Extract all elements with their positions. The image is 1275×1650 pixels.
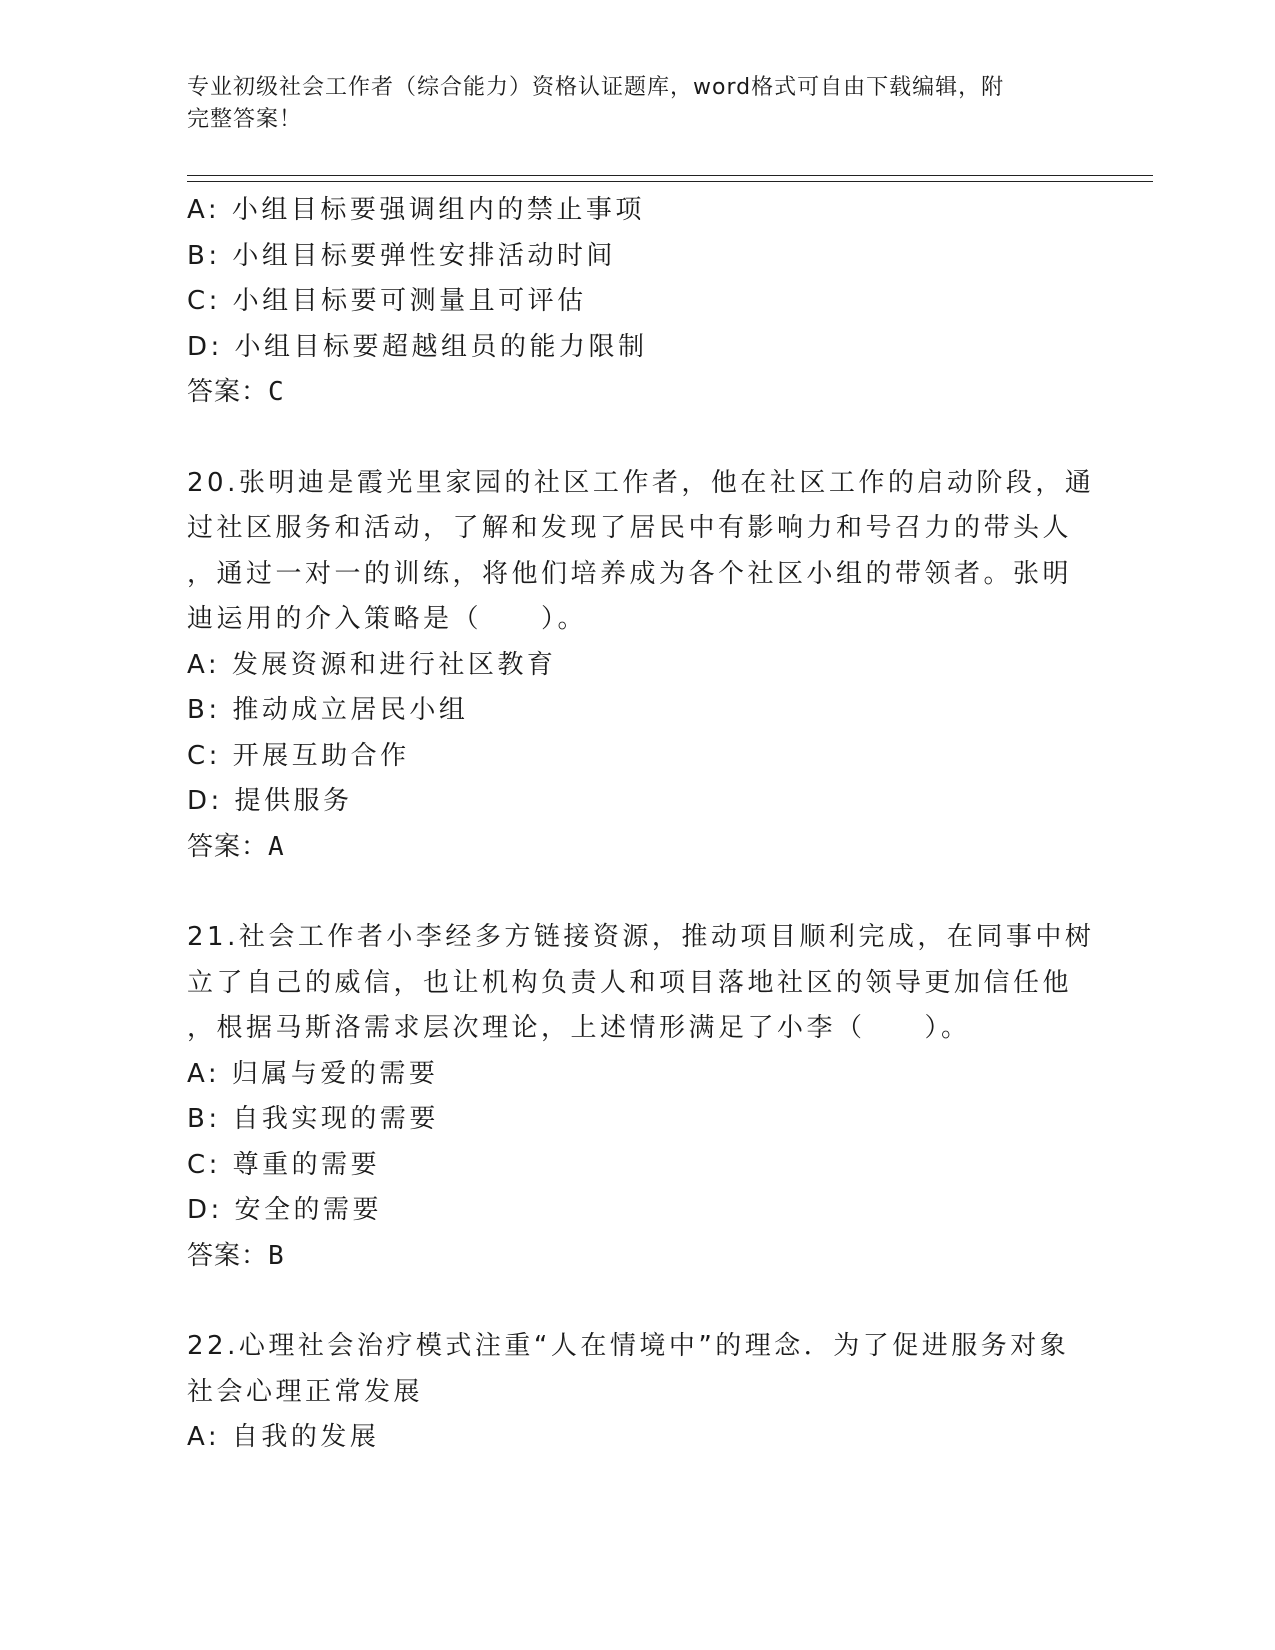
option-a: A: 发展资源和进行社区教育 [187, 649, 557, 680]
question-text-line: 22.心理社会治疗模式注重“人在情境中”的理念．为了促进服务对象 [187, 1331, 1070, 1361]
option-d: D: 提供服务 [187, 786, 353, 816]
document-header [187, 72, 1067, 136]
option-b: B: 自我实现的需要 [187, 1104, 439, 1134]
option-c: C: 开展互助合作 [187, 740, 410, 771]
option-d: D: 小组目标要超越组员的能力限制 [187, 331, 648, 362]
question-text-line: ，通过一对一的训练，将他们培养成为各个社区小组的带领者。张明 [187, 558, 1073, 589]
answer-value: B [268, 1240, 285, 1271]
option-c: C: 尊重的需要 [187, 1149, 381, 1180]
answer-value: C [268, 377, 285, 407]
answer-value: A [268, 831, 285, 862]
header-line-2: 完整答案！ [187, 107, 303, 132]
option-d: D: 安全的需要 [187, 1195, 383, 1225]
option-a: A: 小组目标要强调组内的禁止事项 [187, 195, 645, 225]
question-text-line: ，根据马斯洛需求层次理论，上述情形满足了小李（ ）。 [187, 1013, 971, 1043]
question-text-line: 社会心理正常发展 [187, 1376, 424, 1407]
option-c: C: 小组目标要可测量且可评估 [187, 286, 587, 316]
document-body [187, 188, 1095, 1461]
header-divider-top [187, 175, 1153, 176]
answer-line [187, 1234, 1087, 1280]
question-text-line: 20.张明迪是霞光里家园的社区工作者，他在社区工作的启动阶段，通 [187, 467, 1095, 498]
spacer [187, 1279, 1087, 1324]
answer-label: 答案： [187, 377, 269, 407]
header-line-1: 专业初级社会工作者（综合能力）资格认证题库，word格式可自由下载编辑，附 [187, 75, 1005, 100]
question-text-line: 过社区服务和活动，了解和发现了居民中有影响力和号召力的带头人 [187, 513, 1073, 543]
spacer [187, 416, 1087, 461]
option-b: B: 小组目标要弹性安排活动时间 [187, 240, 616, 271]
question-block-21 [187, 915, 1095, 1279]
question-block-20 [187, 461, 1095, 871]
question-text-line: 21.社会工作者小李经多方链接资源，推动项目顺利完成，在同事中树 [187, 922, 1095, 952]
question-text-line: 立了自己的威信，也让机构负责人和项目落地社区的领导更加信任他 [187, 967, 1073, 998]
option-a: A: 自我的发展 [187, 1422, 380, 1452]
question-block-prev [187, 188, 1087, 416]
option-b: B: 推动成立居民小组 [187, 695, 469, 725]
answer-line [187, 370, 1087, 416]
answer-label: 答案： [187, 831, 269, 862]
question-block-22 [187, 1324, 1087, 1461]
answer-line [187, 825, 1087, 871]
spacer [187, 870, 1087, 915]
question-text-line: 迪运用的介入策略是（ ）。 [187, 604, 588, 634]
header-divider-bottom [187, 181, 1153, 182]
answer-label: 答案： [187, 1240, 269, 1271]
option-a: A: 归属与爱的需要 [187, 1058, 439, 1089]
